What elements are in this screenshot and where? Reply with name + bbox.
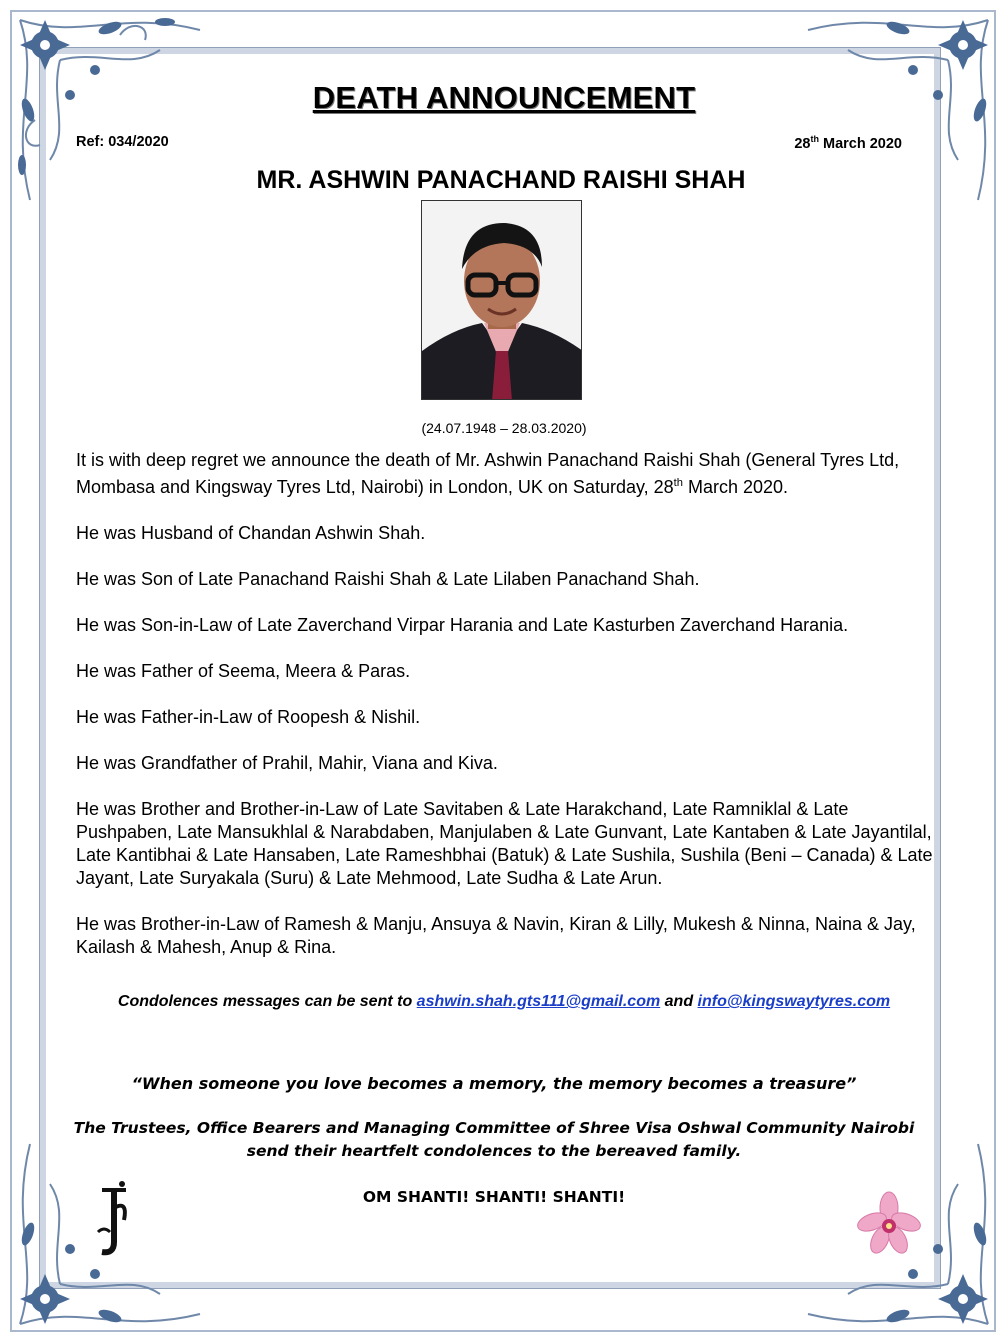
- paragraph: He was Son-in-Law of Late Zaverchand Virpar Harania and Late Kasturben Zaverchand Harania.: [76, 615, 849, 635]
- reference-number: Ref: 034/2020: [76, 134, 169, 150]
- orchid-flower-icon: [854, 1190, 924, 1260]
- memorial-quote: “When someone you love becomes a memory, the memory becomes a treasure”: [131, 1074, 857, 1093]
- lifespan-dates: (24.07.1948 – 28.03.2020): [421, 420, 587, 436]
- paragraph: He was Brother and Brother-in-Law of Late Savitaben & Late Harakchand, Late Ramniklal & Late Pushpaben, Late Mansukhlal & Narabdaben, Manjulaben & Late Gunvant, Late Kantaben & Late Jayantilal, Late Kantibhai & Late Hansaben, Late Rameshbhai (Batuk) & Late Sushila, Sushila (Beni – Canada) & Late Jayant, Late Suryakala (Suru) & Late Mehmood, Late Sudha & Late Arun.: [76, 799, 933, 888]
- deceased-name: MR. ASHWIN PANACHAND RAISHI SHAH: [256, 166, 746, 194]
- page-title: DEATH ANNOUNCEMENT: [312, 80, 696, 115]
- closing-prayer: OM SHANTI! SHANTI! SHANTI!: [362, 1188, 626, 1206]
- paragraph: He was Father-in-Law of Roopesh & Nishil.: [76, 707, 421, 727]
- jain-symbol-logo: [94, 1180, 134, 1260]
- floral-corner-ornament: [758, 0, 1008, 250]
- paragraph: He was Son of Late Panachand Raishi Shah & Late Lilaben Panachand Shah.: [76, 569, 700, 589]
- floral-corner-ornament: [0, 0, 250, 250]
- paragraph: He was Brother-in-Law of Ramesh & Manju, Ansuya & Navin, Kiran & Lilly, Mukesh & Ninna, Naina & Jay, Kailash & Mahesh, Anup & Rina.: [76, 914, 916, 957]
- email-link-kingsway[interactable]: info@kingswaytyres.com: [697, 993, 891, 1010]
- paragraph: He was Grandfather of Prahil, Mahir, Viana and Kiva.: [76, 753, 498, 773]
- portrait-photo: [421, 200, 582, 400]
- trustees-message: The Trustees, Office Bearers and Managing Committee of Shree Visa Oshwal Community Nairobi send their heartfelt condolences to the bereaved family.: [73, 1119, 915, 1160]
- condolences-line: Condolences messages can be sent to ashwin.shah.gts111@gmail.com and info@kingswaytyres.com: [117, 993, 891, 1010]
- paragraph: He was Father of Seema, Meera & Paras.: [76, 661, 411, 681]
- paragraph: He was Husband of Chandan Ashwin Shah.: [76, 523, 426, 543]
- announcement-body: [76, 449, 936, 982]
- paragraph: It is with deep regret we announce the death of Mr. Ashwin Panachand Raishi Shah (General Tyres Ltd, Mombasa and Kingsway Tyres Ltd, Nairobi) in London, UK on Saturday, 28th March 2020.: [76, 450, 900, 497]
- email-link-ashwin[interactable]: ashwin.shah.gts111@gmail.com: [416, 993, 661, 1010]
- announcement-date: 28th March 2020: [794, 134, 902, 152]
